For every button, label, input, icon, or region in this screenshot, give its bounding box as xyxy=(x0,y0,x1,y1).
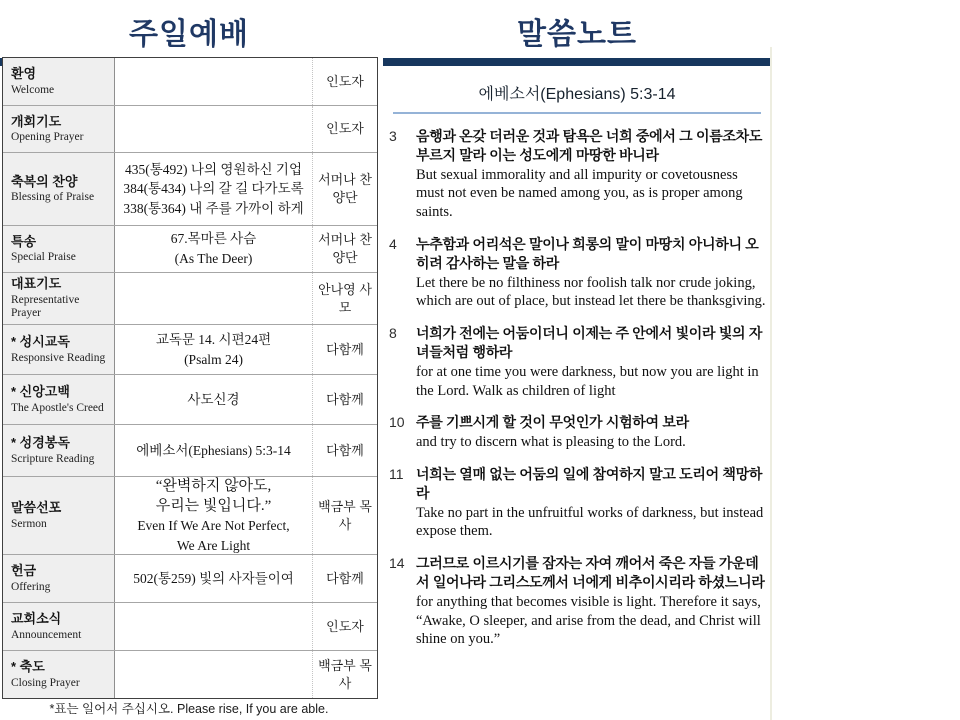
reading-line: (Psalm 24) xyxy=(184,351,243,367)
item-content xyxy=(115,555,313,602)
sermon-title-en-line: We Are Light xyxy=(176,537,251,553)
verse-list xyxy=(389,127,769,649)
item-label-kr: 특송 xyxy=(11,233,37,249)
item-content xyxy=(115,425,313,476)
item-role: 다함께 xyxy=(326,442,364,458)
table-row xyxy=(3,477,377,555)
sermon-notes-panel xyxy=(383,0,771,662)
offering-hymn-line: 502(통259) 빛의 사자들이여 xyxy=(133,570,294,586)
sermon-title-kr-line: 우리는 빛입니다.” xyxy=(155,497,272,514)
item-role: 다함께 xyxy=(326,341,364,357)
verse-number: 8 xyxy=(389,325,397,342)
rise-footnote: *표는 일어서 주십시오. Please rise, If you are able. xyxy=(49,702,329,716)
right-title-bar xyxy=(383,58,771,66)
sermon-title-kr-line: “완벽하지 않아도, xyxy=(155,477,272,494)
scripture-line: 에베소서(Ephesians) 5:3-14 xyxy=(136,442,291,458)
item-role: 백금부 목사 xyxy=(318,498,372,532)
item-label-en: Special Praise xyxy=(11,251,76,264)
verse-english: for anything that becomes visible is light. Therefore it says, “Awake, O sleeper, and arise from the dead, and Christ will shine on you.” xyxy=(416,593,761,648)
item-role: 다함께 xyxy=(326,391,364,407)
table-row xyxy=(3,425,377,477)
item-label-en: Opening Prayer xyxy=(11,131,84,144)
table-row xyxy=(3,273,377,325)
table-row xyxy=(3,106,377,153)
verse-item xyxy=(389,235,769,311)
page-edge-divider xyxy=(770,47,772,720)
verse-korean: 너희는 열매 없는 어둠의 일에 참여하지 말고 도리어 책망하라 xyxy=(416,466,763,501)
worship-order-table xyxy=(2,57,378,699)
scripture-reference: 에베소서(Ephesians) 5:3-14 xyxy=(393,81,761,114)
item-role: 인도자 xyxy=(326,618,364,634)
table-row xyxy=(3,226,377,273)
verse-korean: 그러므로 이르시기를 잠자는 자여 깨어서 죽은 자들 가운데서 일어나라 그리스도께서 너에게 비추이시리라 하셨느니라 xyxy=(416,555,765,590)
verse-english: Take no part in the unfruitful works of darkness, but instead expose them. xyxy=(416,504,764,540)
table-row xyxy=(3,375,377,425)
table-row xyxy=(3,58,377,106)
item-role: 인도자 xyxy=(326,73,364,89)
item-label-en: Offering xyxy=(11,580,51,593)
item-role: 안나영 사모 xyxy=(318,281,372,315)
verse-korean: 너희가 전에는 어둠이더니 이제는 주 안에서 빛이라 빛의 자녀들처럼 행하라 xyxy=(416,325,763,360)
verse-number: 14 xyxy=(389,555,405,572)
verse-item xyxy=(389,413,769,452)
worship-order-panel xyxy=(0,0,378,716)
hymn-line: 435(통492) 나의 영원하신 기업 xyxy=(125,161,302,177)
item-content xyxy=(115,226,313,272)
item-label-kr: 축복의 찬양 xyxy=(11,173,78,189)
item-label-kr: * 성경봉독 xyxy=(11,435,70,451)
item-role: 서머나 찬양단 xyxy=(318,172,372,205)
item-role: 인도자 xyxy=(326,121,364,137)
table-row xyxy=(3,603,377,651)
hymn-line: 338(통364) 내 주를 가까이 하게 xyxy=(123,200,304,216)
verse-item xyxy=(389,127,769,222)
item-label-kr: * 신앙고백 xyxy=(11,384,70,400)
verse-english: and try to discern what is pleasing to the Lord. xyxy=(416,434,686,451)
item-label-en: Announcement xyxy=(11,628,82,641)
item-label-kr: 환영 xyxy=(11,66,37,82)
worship-order-title: 주일예배 xyxy=(129,18,249,51)
table-row xyxy=(3,651,377,698)
table-row xyxy=(3,153,377,226)
verse-item xyxy=(389,554,769,649)
item-content xyxy=(115,651,313,698)
verse-korean: 주를 기쁘시게 할 것이 무엇인가 시험하여 보라 xyxy=(416,414,689,431)
item-content xyxy=(115,153,313,225)
item-content xyxy=(115,603,313,650)
item-label-kr: 대표기도 xyxy=(11,276,62,292)
sermon-title xyxy=(115,477,313,554)
item-label-en: Representative Prayer xyxy=(11,294,80,320)
item-label-en: Welcome xyxy=(11,83,55,96)
item-label-en: Closing Prayer xyxy=(11,676,80,689)
item-label-en: The Apostle's Creed xyxy=(11,401,104,414)
item-label-en: Sermon xyxy=(11,517,47,530)
item-label-en: Responsive Reading xyxy=(11,351,106,364)
item-content xyxy=(115,273,313,324)
verse-item xyxy=(389,465,769,541)
item-role: 서머나 찬양단 xyxy=(318,232,372,265)
verse-english: for at one time you were darkness, but now you are light in the Lord. Walk as children of light xyxy=(416,363,759,399)
table-row xyxy=(3,325,377,375)
verse-english: Let there be no filthiness nor foolish talk nor crude joking, which are out of place, but instead let there be thanksgiving. xyxy=(416,274,766,310)
table-row xyxy=(3,555,377,603)
item-content xyxy=(115,325,313,374)
verse-korean: 누추함과 어리석은 말이나 희롱의 말이 마땅치 아니하니 오히려 감사하는 말을 하라 xyxy=(416,236,759,271)
song-line: (As The Deer) xyxy=(174,251,253,266)
item-content xyxy=(115,106,313,152)
item-label-kr: 교회소식 xyxy=(11,611,62,627)
item-role: 백금부 목사 xyxy=(318,657,372,691)
item-label-kr: * 성시교독 xyxy=(11,334,70,350)
creed-line: 사도신경 xyxy=(187,391,240,407)
verse-number: 3 xyxy=(389,128,397,144)
item-label-kr: 말씀선포 xyxy=(11,500,62,516)
item-label-en: Scripture Reading xyxy=(11,452,95,465)
song-line: 67.목마른 사슴 xyxy=(170,231,257,247)
sermon-notes-title: 말씀노트 xyxy=(517,18,637,51)
sermon-title-en-line: Even If We Are Not Perfect, xyxy=(137,518,290,534)
verse-english: But sexual immorality and all impurity or covetousness must not even be named among you, as is proper among saints. xyxy=(416,166,743,221)
item-content xyxy=(115,375,313,424)
item-label-kr: 개회기도 xyxy=(11,113,62,129)
item-content xyxy=(115,58,313,105)
item-label-kr: * 축도 xyxy=(11,659,45,675)
item-label-en: Blessing of Praise xyxy=(11,191,95,204)
item-label-kr: 헌금 xyxy=(11,563,37,579)
verse-number: 10 xyxy=(389,414,405,431)
verse-number: 11 xyxy=(389,466,404,482)
verse-number: 4 xyxy=(389,236,397,253)
verse-item xyxy=(389,324,769,400)
verse-korean: 음행과 온갖 더러운 것과 탐욕은 너희 중에서 그 이름조차도 부르지 말라 이는 성도에게 마땅한 바니라 xyxy=(416,128,763,163)
item-role: 다함께 xyxy=(326,570,364,586)
hymn-line: 384(통434) 나의 갈 길 다가도록 xyxy=(123,181,304,197)
reading-line: 교독문 14. 시편24편 xyxy=(155,331,272,347)
